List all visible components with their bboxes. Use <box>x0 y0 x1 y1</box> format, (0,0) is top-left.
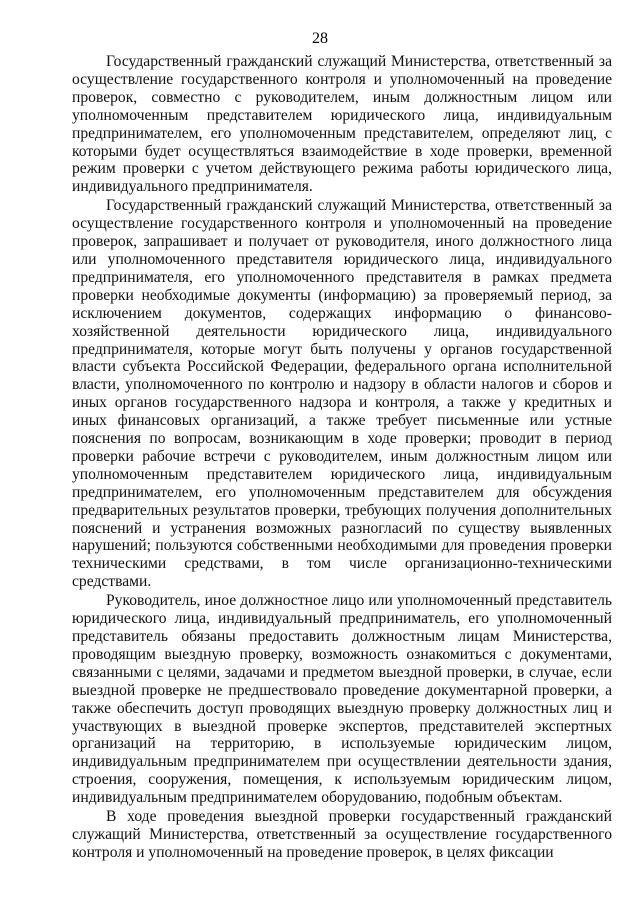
paragraph-1: Государственный гражданский служащий Министерства, ответственный за осуществление государственного контроля и уполномоченный на проведение проверок, совместно с руководителем, иным должностным лицом или уполномоченным представителем юридического лица, индивидуальным предпринимателем, его уполномоченным представителем, определяют лиц, с которыми будет осуществляться взаимодействие в ходе проверки, временной режим проверки с учетом действующего режима работы юридического лица, индивидуального предпринимателя. <box>72 53 612 196</box>
paragraph-3: Руководитель, иное должностное лицо или уполномоченный представитель юридического лица, индивидуальный предприниматель, его уполномоченный представитель обязаны предоставить должностным лицам Министерства, проводящим выездную проверку, возможность ознакомиться с документами, связанными с целями, задачами и предметом выездной проверки, в случае, если выездной проверке не предшествовало проведение документарной проверки, а также обеспечить доступ проводящих выездную проверку должностных лиц и участвующих в выездной проверке экспертов, представителей экспертных организаций на территорию, в используемые юридическим лицом, индивидуальным предпринимателем при осуществлении деятельности здания, строения, сооружения, помещения, к используемым юридическим лицом, индивидуальным предпринимателем оборудованию, подобным объектам. <box>72 592 612 807</box>
document-body <box>72 53 612 863</box>
page-number: 28 <box>312 30 328 47</box>
paragraph-4: В ходе проведения выездной проверки государственный гражданский служащий Министерства, ответственный за осуществление государственного контроля и уполномоченный на проведение проверок, в целях фиксации <box>72 808 612 861</box>
paragraph-2: Государственный гражданский служащий Министерства, ответственный за осуществление государственного контроля и уполномоченный на проведение проверок, запрашивает и получает от руководителя, иного должностного лица или уполномоченного представителя юридического лица, индивидуального предпринимателя, его уполномоченного представителя в рамках предмета проверки необходимые документы (информацию) за проверяемый период, за исключением документов, содержащих информацию о финансово-хозяйственной деятельности юридического лица, индивидуального предпринимателя, которые могут быть получены у органов государственной власти субъекта Российской Федерации, федерального органа исполнительной власти, уполномоченного по контролю и надзору в области налогов и сборов и иных органов государственного надзора и контроля, а также у кредитных и иных финансовых организаций, а также требует письменные или устные пояснения по вопросам, возникающим в ходе проверки; проводит в период проверки рабочие встречи с руководителем, иным должностным лицом или уполномоченным представителем юридического лица, индивидуальным предпринимателем, его уполномоченным представителем для обсуждения предварительных результатов проверки, требующих получения дополнительных пояснений и устранения возможных разногласий по существу выявленных нарушений; пользуются собственными необходимыми для проведения проверки техническими средствами, в том числе организационно-техническими средствами. <box>72 197 612 591</box>
